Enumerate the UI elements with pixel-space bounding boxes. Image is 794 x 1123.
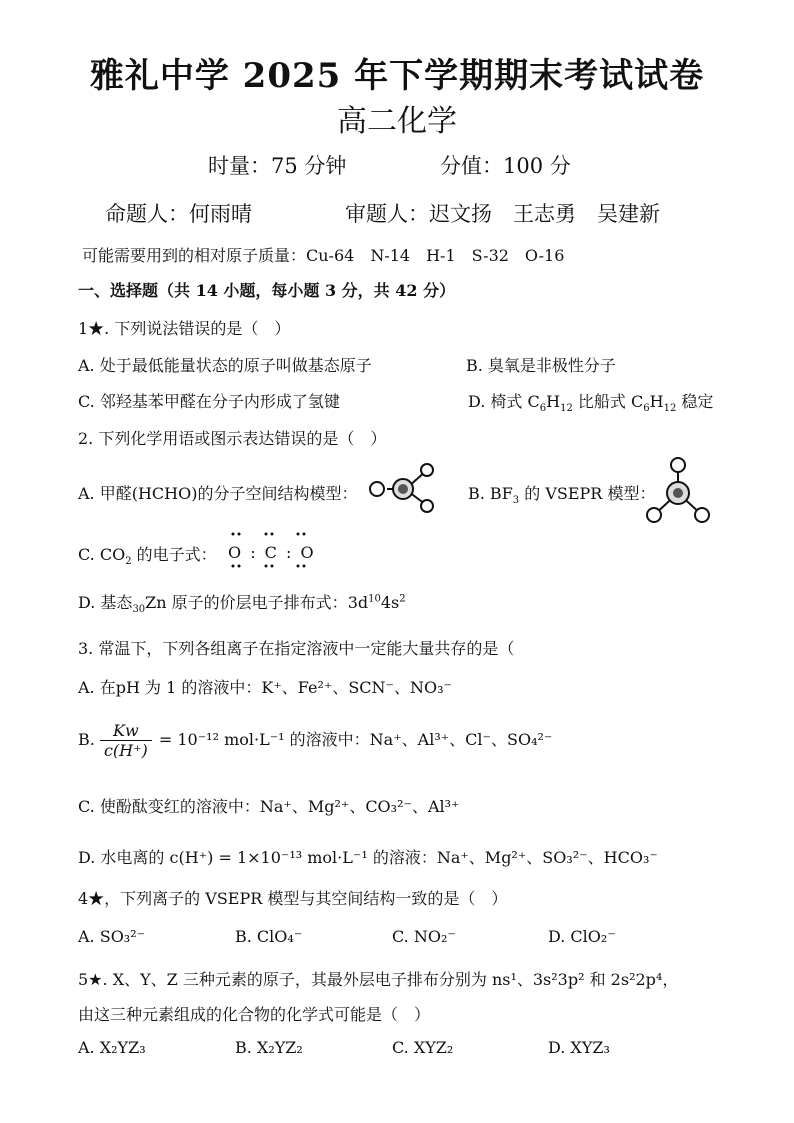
q1-option-a: A. 处于最低能量状态的原子叫做基态原子 <box>78 356 372 375</box>
q4-option-a: A. SO₃²⁻ <box>78 927 146 946</box>
q3-option-d: D. 水电离的 c(H⁺) = 1×10⁻¹³ mol·L⁻¹ 的溶液：Na⁺、Mg²⁺、SO₃²⁻、HCO₃⁻ <box>78 848 658 867</box>
q4-option-d: D. ClO₂⁻ <box>548 927 616 946</box>
q4-option-c: C. NO₂⁻ <box>392 927 456 946</box>
q1-option-b: B. 臭氧是非极性分子 <box>466 356 616 375</box>
q4-stem: 4★，下列离子的 VSEPR 模型与其空间结构一致的是（ ） <box>78 889 508 908</box>
q5-option-b: B. X₂YZ₂ <box>235 1038 303 1057</box>
q1-stem: 1★. 下列说法错误的是（ ） <box>78 319 291 338</box>
q3-option-c: C. 使酚酞变红的溶液中：Na⁺、Mg²⁺、CO₃²⁻、Al³⁺ <box>78 797 460 816</box>
q1-option-d: D. 椅式 $C_6H_{12}$ 比船式 $C_6H_{12}$ 稳定 <box>468 392 714 415</box>
q2-option-c: C. $CO_2$ 的电子式： <box>78 545 217 568</box>
q5-option-c: C. XYZ₂ <box>392 1038 454 1057</box>
lone-pair-dots-icon <box>226 530 312 570</box>
co2-electron-formula: O : C : O <box>228 543 316 562</box>
q2-option-d: D. 基态$_{30}$Zn 原子的价层电子排布式：$3d^{10}4s^2$ <box>78 593 406 616</box>
exam-subtitle: 高二化学 <box>337 104 457 139</box>
section-title: 一、选择题（共 14 小题，每小题 3 分，共 42 分） <box>78 281 456 300</box>
q5-option-a: A. X₂YZ₃ <box>78 1038 146 1057</box>
reviewer-label: 审题人：迟文扬 王志勇 吴建新 <box>345 202 660 226</box>
time-label: 时量：75 分钟 <box>208 154 347 178</box>
q5-stem-continued: 由这三种元素组成的化合物的化学式可能是（ ） <box>78 1005 431 1024</box>
author-label: 命题人：何雨晴 <box>105 202 252 226</box>
atomic-masses: 可能需要用到的相对原子质量：Cu-64 N-14 H-1 S-32 O-16 <box>82 246 565 265</box>
q3-option-a: A. 在pH 为 1 的溶液中：K⁺、Fe²⁺、SCN⁻、NO₃⁻ <box>78 678 452 697</box>
q5-stem: 5★. X、Y、Z 三种元素的原子，其最外层电子排布分别为 ns¹、3s²3p² 和 2s²2p⁴， <box>78 970 679 989</box>
score-label: 分值：100 分 <box>440 154 571 178</box>
exam-title: 雅礼中学 2025 年下学期期末考试试卷 <box>89 56 705 96</box>
q2-option-a: A. 甲醛(HCHO)的分子空间结构模型： <box>78 484 358 503</box>
q1-option-c: C. 邻羟基苯甲醛在分子内形成了氢键 <box>78 392 340 411</box>
kw-fraction: $\frac{Kw}{c(H^+)}$ <box>100 721 152 760</box>
q5-option-d: D. XYZ₃ <box>548 1038 610 1057</box>
bf3-vsepr-model-icon <box>640 455 716 527</box>
formaldehyde-model-icon <box>365 462 435 514</box>
q2-stem: 2. 下列化学用语或图示表达错误的是（ ） <box>78 429 387 448</box>
q4-option-b: B. ClO₄⁻ <box>235 927 303 946</box>
q3-stem: 3. 常温下，下列各组离子在指定溶液中一定能大量共存的是（ <box>78 639 515 658</box>
q3-option-b: B. $\frac{Kw}{c(H^+)}$ = 10⁻¹² mol·L⁻¹ 的溶液中：Na⁺、Al³⁺、Cl⁻、SO₄²⁻ <box>78 721 553 760</box>
q2-option-b: B. $BF_3$ 的 VSEPR 模型： <box>468 484 656 507</box>
